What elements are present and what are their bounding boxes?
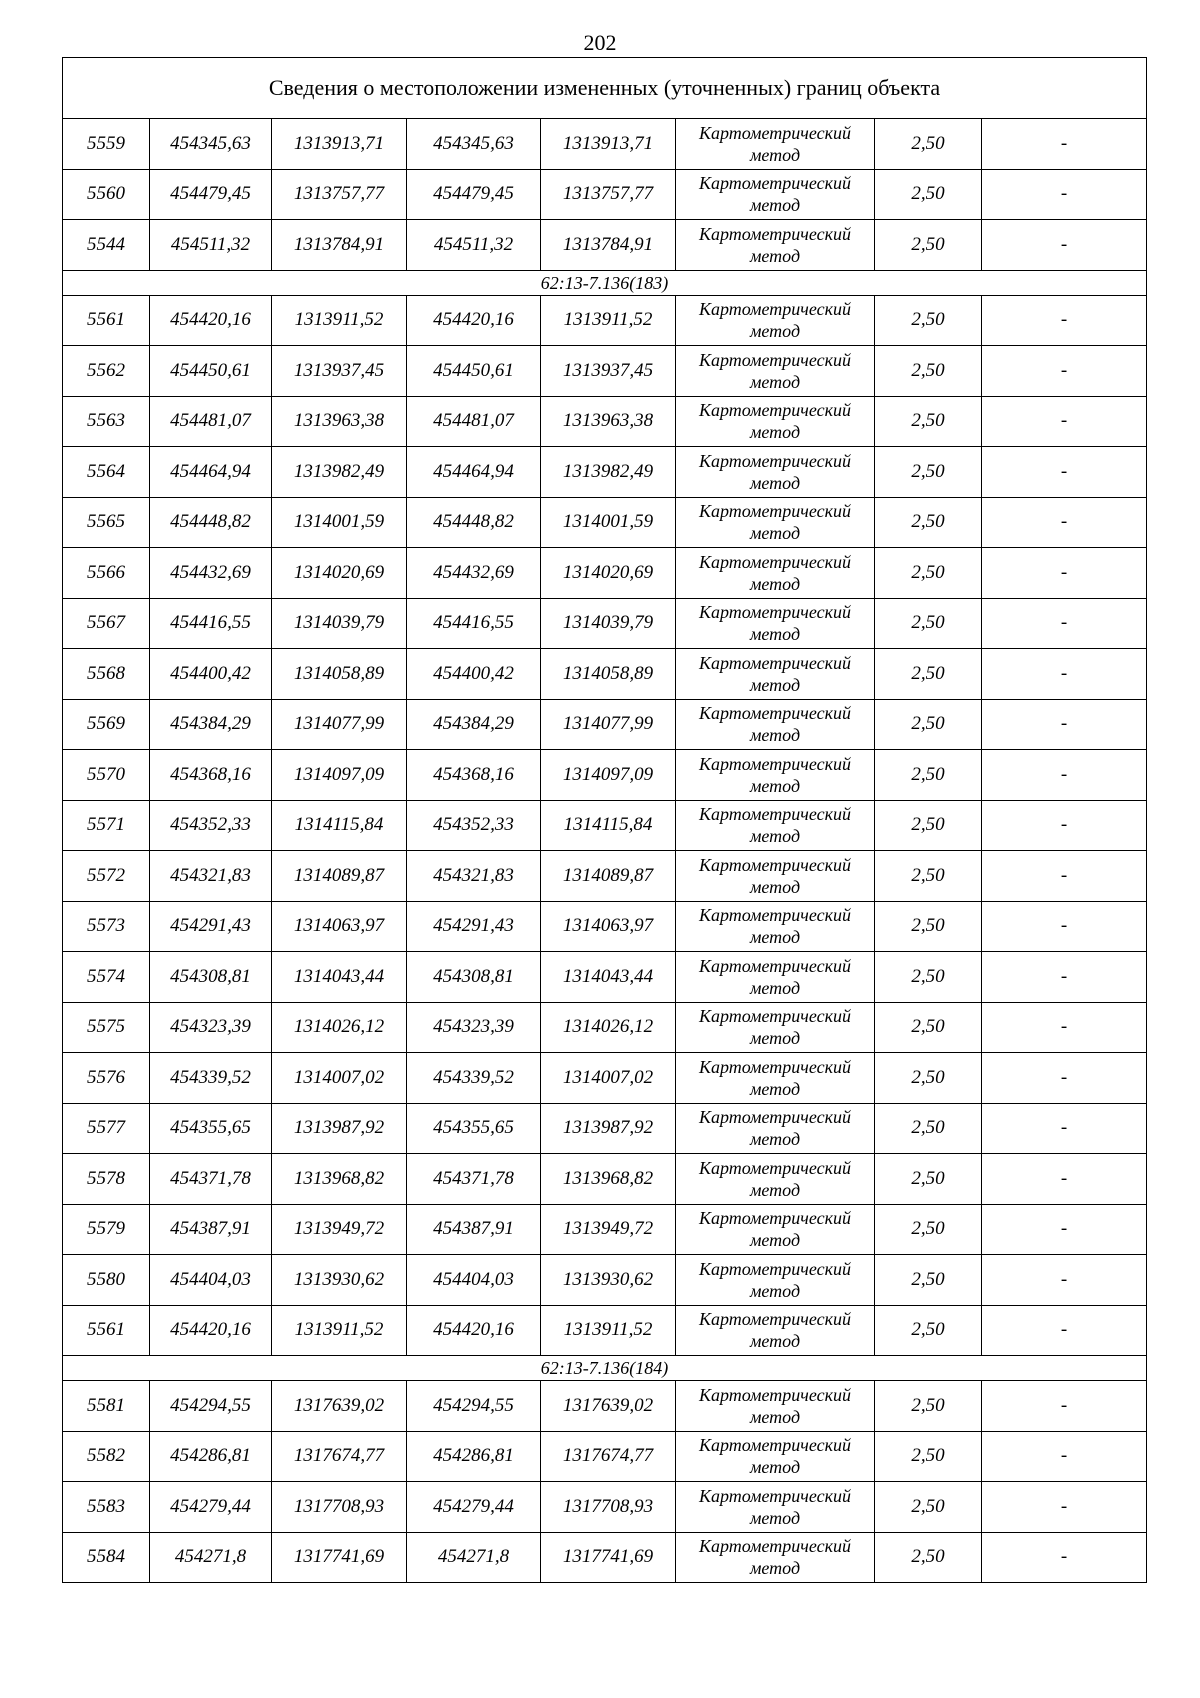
table-row [63,598,1147,649]
point-number-cell: 5564 [63,447,150,498]
method-cell: Картометрический метод [676,295,875,346]
y-new-cell: 1313963,38 [541,396,676,447]
method-cell: Картометрический метод [676,1431,875,1482]
method-cell: Картометрический метод [676,497,875,548]
accuracy-cell: 2,50 [875,1305,982,1356]
description-cell: - [982,1053,1147,1104]
table-row [63,1255,1147,1306]
y-new-cell: 1313987,92 [541,1103,676,1154]
accuracy-cell: 2,50 [875,1482,982,1533]
accuracy-cell: 2,50 [875,346,982,397]
y-new-cell: 1314063,97 [541,901,676,952]
x-new-cell: 454432,69 [407,548,541,599]
accuracy-cell: 2,50 [875,649,982,700]
method-cell: Картометрический метод [676,1381,875,1432]
x-existing-cell: 454308,81 [150,952,272,1003]
description-cell: - [982,119,1147,170]
x-existing-cell: 454321,83 [150,851,272,902]
method-cell: Картометрический метод [676,1053,875,1104]
x-existing-cell: 454271,8 [150,1532,272,1583]
accuracy-cell: 2,50 [875,952,982,1003]
y-new-cell: 1313913,71 [541,119,676,170]
method-cell: Картометрический метод [676,699,875,750]
section-row [63,270,1147,295]
x-existing-cell: 454286,81 [150,1431,272,1482]
x-new-cell: 454323,39 [407,1002,541,1053]
table-row [63,169,1147,220]
section-label: 62:13-7.136(184) [63,1356,1147,1381]
accuracy-cell: 2,50 [875,497,982,548]
y-existing-cell: 1314089,87 [272,851,407,902]
point-number-cell: 5575 [63,1002,150,1053]
method-cell: Картометрический метод [676,851,875,902]
x-new-cell: 454511,32 [407,220,541,271]
accuracy-cell: 2,50 [875,901,982,952]
x-new-cell: 454450,61 [407,346,541,397]
accuracy-cell: 2,50 [875,750,982,801]
method-cell: Картометрический метод [676,750,875,801]
accuracy-cell: 2,50 [875,119,982,170]
accuracy-cell: 2,50 [875,169,982,220]
y-new-cell: 1313757,77 [541,169,676,220]
method-cell: Картометрический метод [676,447,875,498]
accuracy-cell: 2,50 [875,220,982,271]
point-number-cell: 5578 [63,1154,150,1205]
y-existing-cell: 1317674,77 [272,1431,407,1482]
method-cell: Картометрический метод [676,1154,875,1205]
method-cell: Картометрический метод [676,220,875,271]
point-number-cell: 5583 [63,1482,150,1533]
x-new-cell: 454368,16 [407,750,541,801]
method-cell: Картометрический метод [676,1103,875,1154]
description-cell: - [982,1381,1147,1432]
point-number-cell: 5560 [63,169,150,220]
description-cell: - [982,1532,1147,1583]
y-new-cell: 1317708,93 [541,1482,676,1533]
table-row [63,396,1147,447]
y-existing-cell: 1314077,99 [272,699,407,750]
description-cell: - [982,548,1147,599]
point-number-cell: 5568 [63,649,150,700]
y-existing-cell: 1314026,12 [272,1002,407,1053]
table-row [63,119,1147,170]
y-new-cell: 1313911,52 [541,1305,676,1356]
point-number-cell: 5559 [63,119,150,170]
y-existing-cell: 1317708,93 [272,1482,407,1533]
point-number-cell: 5577 [63,1103,150,1154]
section-row [63,1356,1147,1381]
method-cell: Картометрический метод [676,598,875,649]
y-existing-cell: 1317741,69 [272,1532,407,1583]
table-row [63,1482,1147,1533]
accuracy-cell: 2,50 [875,1431,982,1482]
y-new-cell: 1314115,84 [541,800,676,851]
description-cell: - [982,220,1147,271]
x-new-cell: 454371,78 [407,1154,541,1205]
description-cell: - [982,1431,1147,1482]
x-existing-cell: 454479,45 [150,169,272,220]
table-body [63,58,1147,1583]
accuracy-cell: 2,50 [875,1002,982,1053]
table-row [63,901,1147,952]
x-new-cell: 454448,82 [407,497,541,548]
y-new-cell: 1314058,89 [541,649,676,700]
point-number-cell: 5561 [63,1305,150,1356]
x-new-cell: 454294,55 [407,1381,541,1432]
x-existing-cell: 454294,55 [150,1381,272,1432]
description-cell: - [982,1154,1147,1205]
y-new-cell: 1314001,59 [541,497,676,548]
x-new-cell: 454352,33 [407,800,541,851]
method-cell: Картометрический метод [676,548,875,599]
x-new-cell: 454420,16 [407,295,541,346]
description-cell: - [982,952,1147,1003]
table-row [63,447,1147,498]
method-cell: Картометрический метод [676,1002,875,1053]
x-existing-cell: 454448,82 [150,497,272,548]
table-row [63,1305,1147,1356]
y-new-cell: 1317741,69 [541,1532,676,1583]
x-new-cell: 454387,91 [407,1204,541,1255]
point-number-cell: 5571 [63,800,150,851]
point-number-cell: 5572 [63,851,150,902]
y-existing-cell: 1313913,71 [272,119,407,170]
y-existing-cell: 1314115,84 [272,800,407,851]
y-new-cell: 1314077,99 [541,699,676,750]
description-cell: - [982,396,1147,447]
x-new-cell: 454400,42 [407,649,541,700]
y-existing-cell: 1313757,77 [272,169,407,220]
point-number-cell: 5569 [63,699,150,750]
table-title: Сведения о местоположении измененных (уточненных) границ объекта [63,58,1147,119]
y-new-cell: 1314020,69 [541,548,676,599]
description-cell: - [982,346,1147,397]
x-new-cell: 454279,44 [407,1482,541,1533]
point-number-cell: 5574 [63,952,150,1003]
x-existing-cell: 454432,69 [150,548,272,599]
y-new-cell: 1313949,72 [541,1204,676,1255]
description-cell: - [982,1103,1147,1154]
x-existing-cell: 454371,78 [150,1154,272,1205]
table-row [63,295,1147,346]
description-cell: - [982,1002,1147,1053]
description-cell: - [982,800,1147,851]
description-cell: - [982,497,1147,548]
table-row [63,220,1147,271]
accuracy-cell: 2,50 [875,598,982,649]
method-cell: Картометрический метод [676,1305,875,1356]
x-existing-cell: 454291,43 [150,901,272,952]
y-existing-cell: 1313982,49 [272,447,407,498]
description-cell: - [982,851,1147,902]
table-row [63,851,1147,902]
table-row [63,1381,1147,1432]
description-cell: - [982,750,1147,801]
y-existing-cell: 1313911,52 [272,295,407,346]
y-existing-cell: 1313949,72 [272,1204,407,1255]
y-existing-cell: 1314039,79 [272,598,407,649]
boundary-coordinates-table [62,57,1147,1583]
y-new-cell: 1314097,09 [541,750,676,801]
description-cell: - [982,901,1147,952]
y-new-cell: 1313968,82 [541,1154,676,1205]
x-existing-cell: 454345,63 [150,119,272,170]
x-existing-cell: 454464,94 [150,447,272,498]
y-new-cell: 1313784,91 [541,220,676,271]
y-new-cell: 1313930,62 [541,1255,676,1306]
y-new-cell: 1314043,44 [541,952,676,1003]
accuracy-cell: 2,50 [875,699,982,750]
x-new-cell: 454404,03 [407,1255,541,1306]
accuracy-cell: 2,50 [875,1053,982,1104]
table-row [63,548,1147,599]
y-existing-cell: 1314043,44 [272,952,407,1003]
y-existing-cell: 1314097,09 [272,750,407,801]
x-new-cell: 454481,07 [407,396,541,447]
table-row [63,1154,1147,1205]
y-new-cell: 1314039,79 [541,598,676,649]
method-cell: Картометрический метод [676,169,875,220]
table-row [63,1204,1147,1255]
x-new-cell: 454291,43 [407,901,541,952]
point-number-cell: 5581 [63,1381,150,1432]
page-number: 202 [583,30,617,55]
point-number-cell: 5567 [63,598,150,649]
x-existing-cell: 454387,91 [150,1204,272,1255]
description-cell: - [982,1305,1147,1356]
point-number-cell: 5565 [63,497,150,548]
x-existing-cell: 454279,44 [150,1482,272,1533]
method-cell: Картометрический метод [676,649,875,700]
y-existing-cell: 1313911,52 [272,1305,407,1356]
table-row [63,649,1147,700]
table-row [63,346,1147,397]
x-existing-cell: 454384,29 [150,699,272,750]
x-existing-cell: 454416,55 [150,598,272,649]
x-new-cell: 454271,8 [407,1532,541,1583]
x-new-cell: 454420,16 [407,1305,541,1356]
accuracy-cell: 2,50 [875,1154,982,1205]
accuracy-cell: 2,50 [875,1204,982,1255]
y-new-cell: 1313911,52 [541,295,676,346]
x-new-cell: 454286,81 [407,1431,541,1482]
x-new-cell: 454308,81 [407,952,541,1003]
y-existing-cell: 1313963,38 [272,396,407,447]
x-existing-cell: 454404,03 [150,1255,272,1306]
description-cell: - [982,699,1147,750]
point-number-cell: 5562 [63,346,150,397]
table-row [63,952,1147,1003]
x-existing-cell: 454355,65 [150,1103,272,1154]
y-existing-cell: 1313968,82 [272,1154,407,1205]
x-existing-cell: 454339,52 [150,1053,272,1104]
table-row [63,1532,1147,1583]
table-row [63,1002,1147,1053]
point-number-cell: 5561 [63,295,150,346]
description-cell: - [982,1204,1147,1255]
method-cell: Картометрический метод [676,901,875,952]
point-number-cell: 5576 [63,1053,150,1104]
point-number-cell: 5566 [63,548,150,599]
description-cell: - [982,295,1147,346]
accuracy-cell: 2,50 [875,1532,982,1583]
table-row [63,1431,1147,1482]
y-new-cell: 1313937,45 [541,346,676,397]
table-row [63,1053,1147,1104]
accuracy-cell: 2,50 [875,396,982,447]
method-cell: Картометрический метод [676,1482,875,1533]
table-row [63,497,1147,548]
method-cell: Картометрический метод [676,119,875,170]
table-title-row [63,58,1147,119]
y-existing-cell: 1313937,45 [272,346,407,397]
accuracy-cell: 2,50 [875,800,982,851]
table-row [63,750,1147,801]
x-existing-cell: 454511,32 [150,220,272,271]
y-existing-cell: 1313784,91 [272,220,407,271]
table-row [63,800,1147,851]
method-cell: Картометрический метод [676,1204,875,1255]
method-cell: Картометрический метод [676,396,875,447]
point-number-cell: 5573 [63,901,150,952]
y-new-cell: 1317639,02 [541,1381,676,1432]
x-existing-cell: 454420,16 [150,295,272,346]
x-existing-cell: 454420,16 [150,1305,272,1356]
y-existing-cell: 1314063,97 [272,901,407,952]
x-existing-cell: 454450,61 [150,346,272,397]
x-new-cell: 454339,52 [407,1053,541,1104]
y-new-cell: 1317674,77 [541,1431,676,1482]
x-new-cell: 454355,65 [407,1103,541,1154]
table-row [63,699,1147,750]
x-new-cell: 454464,94 [407,447,541,498]
y-existing-cell: 1314007,02 [272,1053,407,1104]
x-new-cell: 454384,29 [407,699,541,750]
point-number-cell: 5570 [63,750,150,801]
accuracy-cell: 2,50 [875,548,982,599]
accuracy-cell: 2,50 [875,1103,982,1154]
description-cell: - [982,447,1147,498]
method-cell: Картометрический метод [676,1255,875,1306]
y-existing-cell: 1314058,89 [272,649,407,700]
x-existing-cell: 454400,42 [150,649,272,700]
method-cell: Картометрический метод [676,800,875,851]
point-number-cell: 5582 [63,1431,150,1482]
method-cell: Картометрический метод [676,1532,875,1583]
point-number-cell: 5544 [63,220,150,271]
x-new-cell: 454345,63 [407,119,541,170]
method-cell: Картометрический метод [676,346,875,397]
accuracy-cell: 2,50 [875,295,982,346]
x-existing-cell: 454481,07 [150,396,272,447]
y-existing-cell: 1313930,62 [272,1255,407,1306]
point-number-cell: 5563 [63,396,150,447]
accuracy-cell: 2,50 [875,851,982,902]
x-existing-cell: 454323,39 [150,1002,272,1053]
x-new-cell: 454416,55 [407,598,541,649]
point-number-cell: 5584 [63,1532,150,1583]
point-number-cell: 5580 [63,1255,150,1306]
description-cell: - [982,598,1147,649]
y-existing-cell: 1313987,92 [272,1103,407,1154]
section-label: 62:13-7.136(183) [63,270,1147,295]
description-cell: - [982,1255,1147,1306]
accuracy-cell: 2,50 [875,1381,982,1432]
description-cell: - [982,649,1147,700]
y-existing-cell: 1314001,59 [272,497,407,548]
description-cell: - [982,169,1147,220]
y-new-cell: 1314089,87 [541,851,676,902]
y-new-cell: 1314026,12 [541,1002,676,1053]
y-new-cell: 1314007,02 [541,1053,676,1104]
accuracy-cell: 2,50 [875,447,982,498]
y-existing-cell: 1317639,02 [272,1381,407,1432]
x-existing-cell: 454368,16 [150,750,272,801]
x-existing-cell: 454352,33 [150,800,272,851]
x-new-cell: 454321,83 [407,851,541,902]
point-number-cell: 5579 [63,1204,150,1255]
accuracy-cell: 2,50 [875,1255,982,1306]
y-new-cell: 1313982,49 [541,447,676,498]
method-cell: Картометрический метод [676,952,875,1003]
x-new-cell: 454479,45 [407,169,541,220]
table-row [63,1103,1147,1154]
y-existing-cell: 1314020,69 [272,548,407,599]
description-cell: - [982,1482,1147,1533]
